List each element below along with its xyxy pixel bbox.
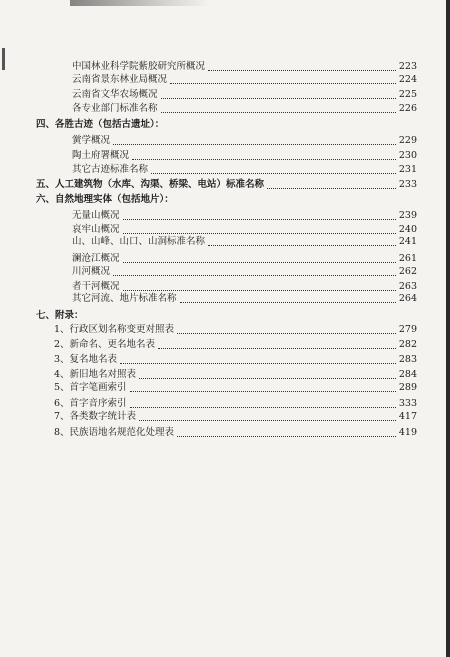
toc-entry-page: 241 xyxy=(398,236,417,247)
dot-leader xyxy=(123,233,396,234)
toc-entry-page: 261 xyxy=(398,253,417,264)
toc-entry xyxy=(54,323,417,337)
toc-entry-label: 8、民族语地名规范化处理表 xyxy=(54,427,175,438)
toc-entry-label: 中国林业科学院紫胶研究所概况 xyxy=(72,61,206,72)
toc-entry-label: 4、新旧地名对照表 xyxy=(54,369,137,380)
scan-edge xyxy=(446,0,450,657)
dot-leader xyxy=(132,159,396,160)
dot-leader xyxy=(161,98,396,99)
toc-entry-page: 417 xyxy=(398,411,417,422)
toc-entry-label: 山、山峰、山口、山洞标准名称 xyxy=(72,236,206,247)
toc-entry-label: 6、首字音序索引 xyxy=(54,398,127,409)
toc-entry-label: 无量山概况 xyxy=(72,210,120,221)
dot-leader xyxy=(161,112,396,113)
toc-entry-page: 240 xyxy=(398,224,417,235)
toc-entry xyxy=(72,292,417,306)
toc-entry xyxy=(54,353,417,367)
scan-mark xyxy=(2,48,5,70)
toc-entry xyxy=(54,381,417,395)
toc-entry-label: 3、复名地名表 xyxy=(54,354,118,365)
toc-entry-page: 225 xyxy=(398,89,417,100)
toc-entry-label: 云南省文华农场概况 xyxy=(72,89,158,100)
toc-heading-label: 七、附录： xyxy=(36,310,84,321)
toc-entry xyxy=(54,397,417,411)
toc-entry xyxy=(72,102,417,116)
toc-heading-label: 六、自然地理实体（包括地片）： xyxy=(36,194,174,205)
toc-entry xyxy=(54,368,417,382)
toc-entry-label: 5、首字笔画索引 xyxy=(54,382,127,393)
toc-entry-page: 233 xyxy=(398,179,417,190)
toc-entry-label: 陶土府署概况 xyxy=(72,150,130,161)
dot-leader xyxy=(177,333,396,334)
dot-leader xyxy=(130,407,396,408)
toc-entry-label: 7、各类数字统计表 xyxy=(54,411,137,422)
toc-entry-label: 云南省景东林业局概况 xyxy=(72,74,168,85)
toc-entry-page: 223 xyxy=(398,61,417,72)
toc-entry xyxy=(72,73,417,87)
dot-leader xyxy=(139,420,396,421)
dot-leader xyxy=(123,219,396,220)
toc-entry xyxy=(72,235,417,249)
dot-leader xyxy=(151,173,396,174)
toc-entry-page: 283 xyxy=(398,354,417,365)
toc-section-heading xyxy=(36,309,84,323)
dot-leader xyxy=(113,275,396,276)
toc-entry-page: 264 xyxy=(398,293,417,304)
toc-entry-label: 其它古迹标准名称 xyxy=(72,164,149,175)
toc-entry-label: 2、新命名、更名地名表 xyxy=(54,339,156,350)
toc-entry-page: 262 xyxy=(398,266,417,277)
dot-leader xyxy=(180,302,396,303)
toc-entry xyxy=(72,209,417,223)
toc-section-heading xyxy=(36,178,417,192)
dot-leader xyxy=(177,436,396,437)
toc-entry-label: 川河概况 xyxy=(72,266,111,277)
toc-entry-page: 289 xyxy=(398,382,417,393)
toc-entry-label: 黉学概况 xyxy=(72,135,111,146)
toc-entry-page: 282 xyxy=(398,339,417,350)
dot-leader xyxy=(123,262,396,263)
toc-entry-page: 239 xyxy=(398,210,417,221)
toc-entry xyxy=(72,252,417,266)
dot-leader xyxy=(123,290,396,291)
toc-entry-label: 其它河流、地片标准名称 xyxy=(72,293,177,304)
dot-leader xyxy=(158,348,396,349)
toc-entry xyxy=(72,265,417,279)
dot-leader xyxy=(113,144,396,145)
dot-leader xyxy=(170,83,396,84)
toc-entry-label: 者干河概况 xyxy=(72,281,120,292)
toc-entry-page: 333 xyxy=(398,398,417,409)
toc-entry-page: 284 xyxy=(398,369,417,380)
toc-heading-label: 五、人工建筑物（水库、沟渠、桥梁、电站）标准名称 xyxy=(36,179,265,190)
toc-entry-page: 230 xyxy=(398,150,417,161)
toc-entry xyxy=(54,426,417,440)
toc-entry xyxy=(54,410,417,424)
dot-leader xyxy=(139,378,396,379)
toc-entry xyxy=(54,338,417,352)
dot-leader xyxy=(267,188,396,189)
toc-section-heading xyxy=(36,193,174,207)
toc-entry-page: 419 xyxy=(398,427,417,438)
toc-heading-label: 四、各胜古迹（包括古遗址）： xyxy=(36,119,165,130)
toc-entry-page: 263 xyxy=(398,281,417,292)
toc-entry-label: 哀牢山概况 xyxy=(72,224,120,235)
toc-entry xyxy=(72,134,417,148)
dot-leader xyxy=(120,363,396,364)
toc-entry xyxy=(72,60,417,74)
toc-entry xyxy=(72,149,417,163)
toc-entry xyxy=(72,88,417,102)
toc-entry-page: 279 xyxy=(398,324,417,335)
toc-entry xyxy=(72,163,417,177)
toc-entry-page: 226 xyxy=(398,103,417,114)
scan-smudge xyxy=(70,0,210,6)
toc-entry-label: 澜沧江概况 xyxy=(72,253,120,264)
toc-entry-page: 229 xyxy=(398,135,417,146)
toc-entry-label: 1、行政区划名称变更对照表 xyxy=(54,324,175,335)
toc-entry-page: 231 xyxy=(398,164,417,175)
toc-entry-label: 各专业部门标准名称 xyxy=(72,103,158,114)
dot-leader xyxy=(208,70,396,71)
toc-entry-page: 224 xyxy=(398,74,417,85)
dot-leader xyxy=(130,391,396,392)
dot-leader xyxy=(208,245,396,246)
toc-section-heading xyxy=(36,118,164,132)
